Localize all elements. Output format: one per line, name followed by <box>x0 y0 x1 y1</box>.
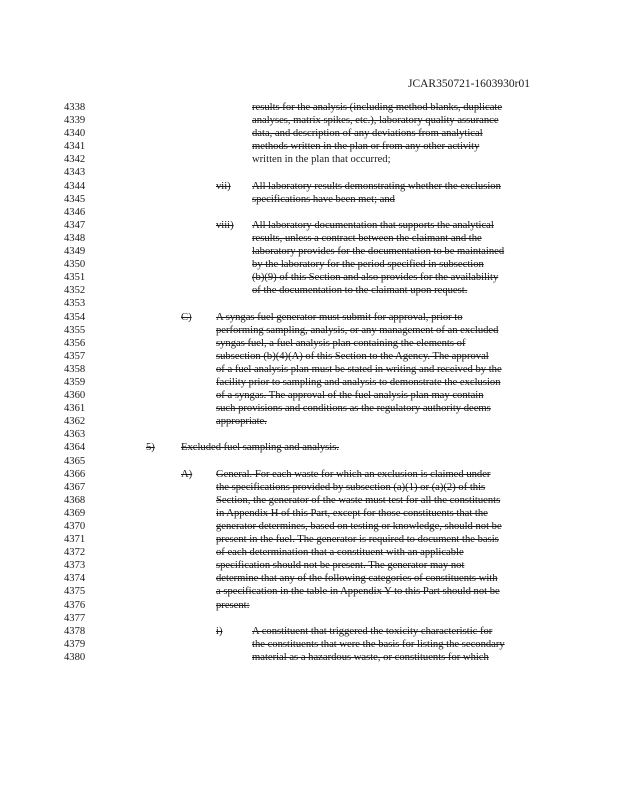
struck-text: facility prior to sampling and analysis to demonstrate the exclusion <box>216 376 501 388</box>
text-line <box>0 245 624 258</box>
struck-text: generator determines, based on testing or knowledge, should not be <box>216 521 502 532</box>
list-marker: 5) <box>146 442 155 454</box>
text-line <box>0 481 624 494</box>
text-line <box>0 232 624 245</box>
line-number: 4350 <box>64 259 86 271</box>
line-number: 4361 <box>64 403 86 415</box>
line-number: 4372 <box>64 547 86 559</box>
text-line <box>0 311 624 324</box>
text-line <box>0 101 624 114</box>
line-number: 4345 <box>64 193 86 205</box>
text-line <box>0 376 624 389</box>
text-line <box>0 546 624 559</box>
struck-text: subsection (b)(4)(A) of this Section to the Agency. The approval <box>216 350 489 362</box>
document-id: JCAR350721-1603930r01 <box>407 78 530 90</box>
struck-text: appropriate. <box>216 416 267 428</box>
text-line <box>0 415 624 428</box>
struck-text: General. For each waste for which an exclusion is claimed under <box>216 468 491 480</box>
text-line <box>0 193 624 206</box>
line-number: 4338 <box>64 102 86 113</box>
text-line <box>0 599 624 612</box>
struck-text: material as a hazardous waste, or constituents for which <box>252 651 489 663</box>
struck-text: Section, the generator of the waste must test for all the constituents <box>216 494 501 506</box>
struck-text: by the laboratory for the period specified in subsection <box>252 259 484 271</box>
line-number: 4341 <box>64 141 86 153</box>
text-line <box>0 166 624 179</box>
struck-text: laboratory provides for the documentation to be maintained <box>252 246 505 258</box>
line-number: 4339 <box>64 115 86 127</box>
list-marker: C) <box>181 311 192 323</box>
line-number: 4360 <box>64 390 86 402</box>
text-line <box>0 625 624 638</box>
line-number: 4377 <box>64 612 86 624</box>
text-line <box>0 402 624 415</box>
text-line <box>0 533 624 546</box>
struck-text: results for the analysis (including method blanks, duplicate <box>252 102 503 113</box>
text-line <box>0 612 624 625</box>
text-line <box>0 324 624 337</box>
struck-text: data, and description of any deviations from analytical <box>252 128 483 140</box>
struck-text: All laboratory documentation that supports the analytical <box>252 219 494 231</box>
text-line <box>0 297 624 310</box>
text-line <box>0 337 624 350</box>
struck-text: such provisions and conditions as the regulatory authority deems <box>216 403 491 415</box>
line-number: 4379 <box>64 638 86 650</box>
line-number: 4346 <box>64 206 86 218</box>
text-line <box>0 258 624 271</box>
text-line <box>0 140 624 153</box>
line-text: written in the plan that occurred; <box>252 154 391 166</box>
struck-text: determine that any of the following categories of constituents with <box>216 573 498 585</box>
line-number: 4353 <box>64 298 86 310</box>
line-number: 4343 <box>64 167 86 179</box>
struck-text: of the documentation to the claimant upon request. <box>252 285 468 297</box>
line-number: 4340 <box>64 128 86 140</box>
text-line <box>0 428 624 441</box>
text-line <box>0 206 624 219</box>
text-line <box>0 271 624 284</box>
text-line <box>0 651 624 664</box>
line-number: 4342 <box>64 154 86 166</box>
line-number: 4364 <box>64 442 86 454</box>
text-line <box>0 520 624 533</box>
struck-text: in Appendix H of this Part, except for those constituents that the <box>216 507 488 519</box>
text-line <box>0 389 624 402</box>
struck-text: the constituents that were the basis for listing the secondary <box>252 638 505 650</box>
text-line <box>0 153 624 166</box>
struck-text: performing sampling, analysis, or any management of an excluded <box>216 324 499 336</box>
text-line <box>0 441 624 454</box>
line-number: 4371 <box>64 534 86 546</box>
text-line <box>0 114 624 127</box>
line-number: 4366 <box>64 468 86 480</box>
line-number: 4352 <box>64 285 86 297</box>
line-number: 4365 <box>64 455 86 467</box>
struck-text: A syngas fuel generator must submit for approval, prior to <box>216 311 463 323</box>
line-number: 4347 <box>64 219 86 231</box>
struck-text: present in the fuel. The generator is required to document the basis <box>216 534 499 546</box>
list-marker: vii) <box>216 180 231 192</box>
line-number: 4357 <box>64 350 86 362</box>
text-line <box>0 455 624 468</box>
struck-text: a specification in the table in Appendix Y to this Part should not be <box>216 586 500 598</box>
text-line <box>0 350 624 363</box>
line-number: 4378 <box>64 625 86 637</box>
line-number: 4373 <box>64 560 86 572</box>
struck-text: analyses, matrix spikes, etc.), laboratory quality assurance <box>252 115 499 127</box>
text-line <box>0 559 624 572</box>
struck-text: specifications have been met; and <box>252 193 395 205</box>
text-line <box>0 468 624 481</box>
list-marker: i) <box>216 625 223 637</box>
struck-text: of each determination that a constituent with an applicable <box>216 547 464 559</box>
line-number: 4368 <box>64 494 86 506</box>
document-body <box>0 101 624 664</box>
line-number: 4363 <box>64 429 86 441</box>
line-number: 4351 <box>64 272 86 284</box>
text-line <box>0 585 624 598</box>
text-line <box>0 219 624 232</box>
struck-text: of a syngas. The approval of the fuel analysis plan may contain <box>216 390 484 402</box>
text-line <box>0 127 624 140</box>
struck-text: A constituent that triggered the toxicity characteristic for <box>252 625 493 637</box>
line-number: 4374 <box>64 573 86 585</box>
struck-text: of a fuel analysis plan must be stated in writing and received by the <box>216 363 502 375</box>
line-number: 4355 <box>64 324 86 336</box>
line-number: 4376 <box>64 599 86 611</box>
text-line <box>0 363 624 376</box>
line-number: 4380 <box>64 651 86 663</box>
line-number: 4349 <box>64 246 86 258</box>
line-number: 4354 <box>64 311 86 323</box>
struck-text: Excluded fuel sampling and analysis. <box>181 442 339 454</box>
text-line <box>0 180 624 193</box>
struck-text: syngas fuel, a fuel analysis plan containing the elements of <box>216 337 466 349</box>
text-line <box>0 284 624 297</box>
text-line <box>0 572 624 585</box>
list-marker: viii) <box>216 219 234 231</box>
list-marker: A) <box>181 468 193 480</box>
line-number: 4367 <box>64 481 86 493</box>
text-line <box>0 638 624 651</box>
struck-text: present: <box>216 599 250 611</box>
line-number: 4375 <box>64 586 86 598</box>
struck-text: All laboratory results demonstrating whether the exclusion <box>252 180 501 192</box>
struck-text: (b)(9) of this Section and also provides for the availability <box>252 272 499 284</box>
line-number: 4359 <box>64 376 86 388</box>
line-number: 4358 <box>64 363 86 375</box>
line-number: 4369 <box>64 507 86 519</box>
text-line <box>0 507 624 520</box>
struck-text: the specifications provided by subsection (a)(1) or (a)(2) of this <box>216 481 486 493</box>
line-number: 4344 <box>64 180 86 192</box>
line-number: 4362 <box>64 416 86 428</box>
struck-text: methods written in the plan or from any other activity <box>252 141 480 153</box>
line-number: 4370 <box>64 521 86 532</box>
text-line <box>0 494 624 507</box>
line-number: 4348 <box>64 232 86 244</box>
line-number: 4356 <box>64 337 86 349</box>
struck-text: results, unless a contract between the claimant and the <box>252 232 482 244</box>
struck-text: specification should not be present. The generator may not <box>216 560 465 572</box>
